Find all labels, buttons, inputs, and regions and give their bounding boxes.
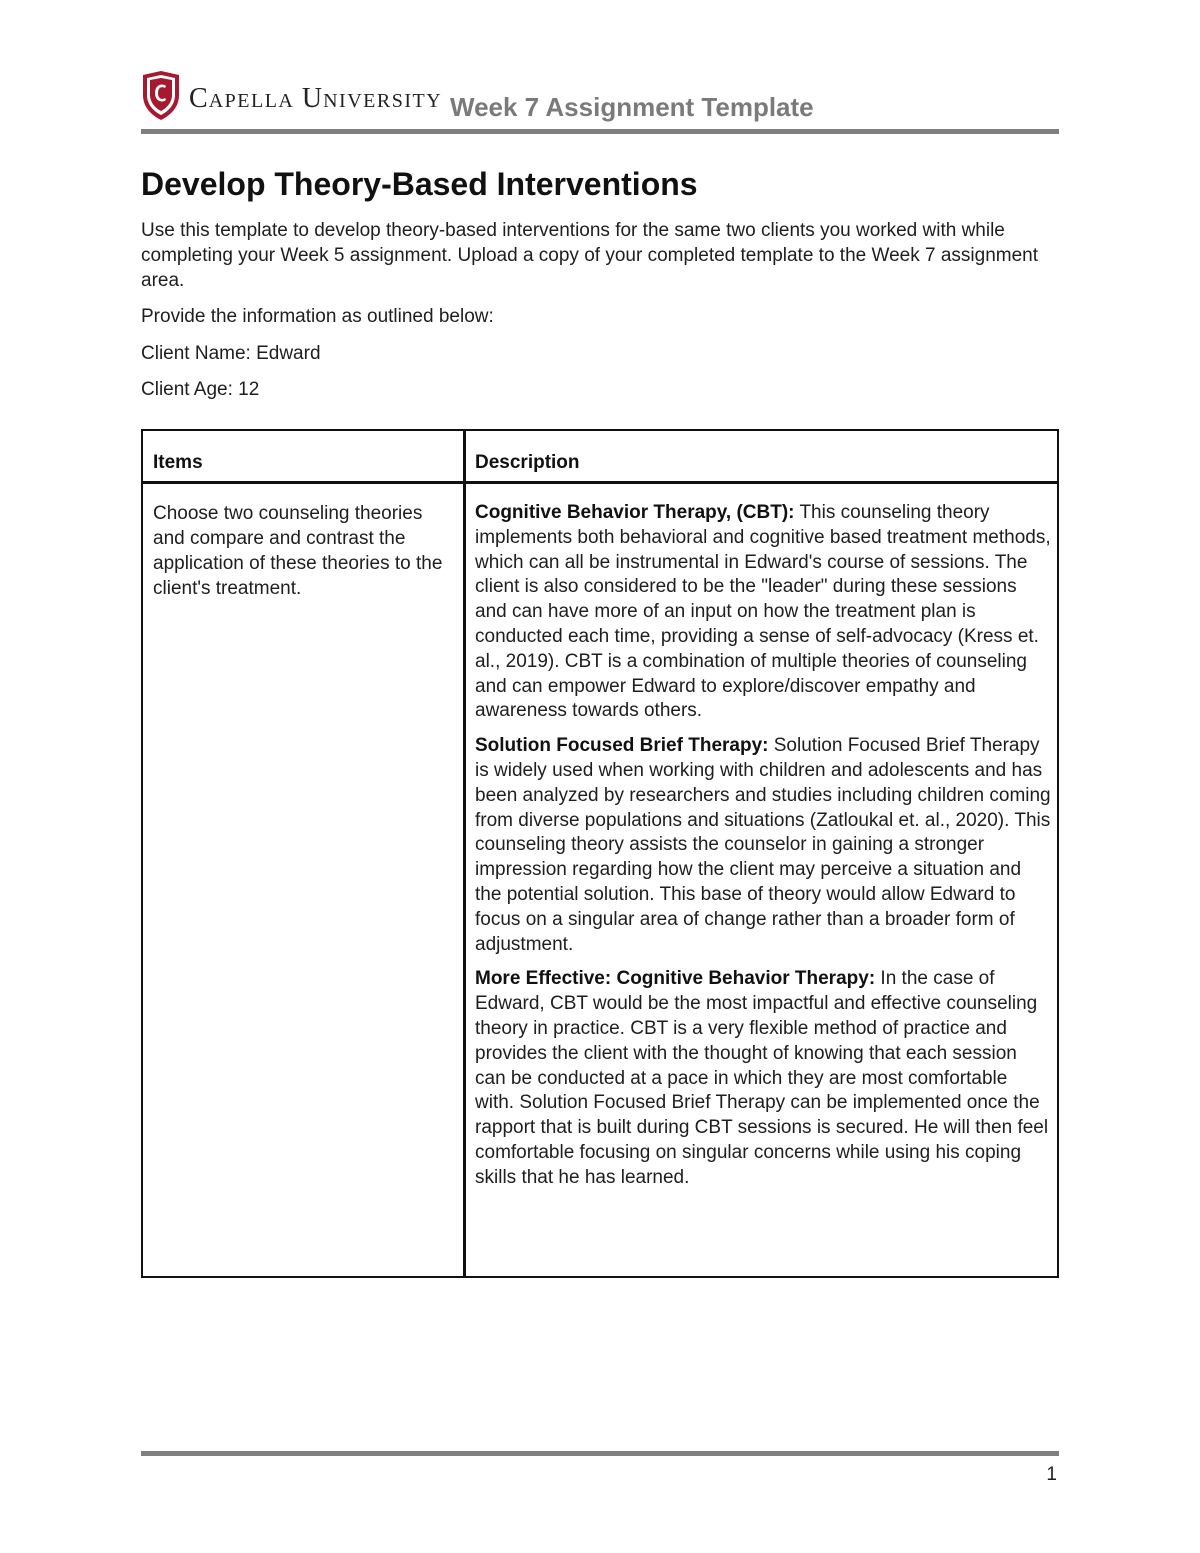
page-header: [141, 68, 1059, 134]
table-header-divider: [143, 481, 1057, 484]
client-age: Client Age: 12: [141, 379, 260, 400]
table-column-divider: [463, 431, 466, 1276]
instructions-line: Provide the information as outlined below:: [141, 306, 494, 327]
table-cell-description: [475, 501, 1051, 1201]
shield-icon: [141, 71, 181, 121]
theory-label-more-effective: More Effective: Cognitive Behavior Therapy:: [475, 968, 876, 990]
theory-text-sfbt: Solution Focused Brief Therapy is widely used when working with children and adolescents and has been analyzed by researchers and studies including children coming from diverse populations and situations (Zatloukal et. al., 2020). This counseling theory assists the counselor in gaining a stronger impression regarding how the client may perceive a situation and the potential solution. This base of theory would allow Edward to focus on a singular area of change rather than a broader form of adjustment.: [475, 735, 1051, 955]
footer-divider: [141, 1451, 1059, 1456]
table-header-items: Items: [153, 452, 203, 473]
theory-label-sfbt: Solution Focused Brief Therapy:: [475, 735, 769, 757]
header-divider: [141, 129, 1059, 134]
theory-label-cbt: Cognitive Behavior Therapy, (CBT):: [475, 502, 795, 523]
theory-text-more-effective: In the case of Edward, CBT would be the most impactful and effective counseling theory in practice. CBT is a very flexible method of practice and provides the client with the thought of knowing that each session can be conducted at a pace in which they are most comfortable with. Solution Focused Brief Therapy can be implemented once the rapport that is built during CBT sessions is secured. He will then feel comfortable focusing on singular concerns while using his coping skills that he has learned.: [475, 968, 1049, 1188]
capella-logo: [141, 70, 442, 122]
theory-paragraph-cbt: [475, 501, 1051, 724]
interventions-table: [141, 429, 1059, 1278]
document-title: Week 7 Assignment Template: [450, 92, 814, 122]
table-header-description: Description: [475, 452, 580, 473]
client-name: Client Name: Edward: [141, 343, 321, 364]
page-heading: Develop Theory-Based Interventions: [141, 166, 698, 202]
intro-paragraph: Use this template to develop theory-based interventions for the same two clients you worked with while completing your Week 5 assignment. Upload a copy of your completed template to the Week 7 assignment area.: [141, 220, 1038, 291]
theory-text-cbt: This counseling theory implements both behavioral and cognitive based treatment methods, which can all be instrumental in Edward's course of sessions. The client is also considered to be the "leader" during these sessions and can have more of an input on how the treatment plan is conducted each time, providing a sense of self-advocacy (Kress et. al., 2019). CBT is a combination of multiple theories of counseling and can empower Edward to explore/discover empathy and awareness towards others.: [475, 502, 1051, 722]
theory-paragraph-more-effective: [475, 967, 1051, 1190]
theory-paragraph-sfbt: [475, 734, 1051, 957]
logo-wordmark: CAPELLA UNIVERSITY: [189, 83, 443, 114]
table-cell-item: Choose two counseling theories and compare and contrast the application of these theories to the client's treatment.: [153, 503, 443, 599]
page-number: 1: [1046, 1464, 1057, 1485]
